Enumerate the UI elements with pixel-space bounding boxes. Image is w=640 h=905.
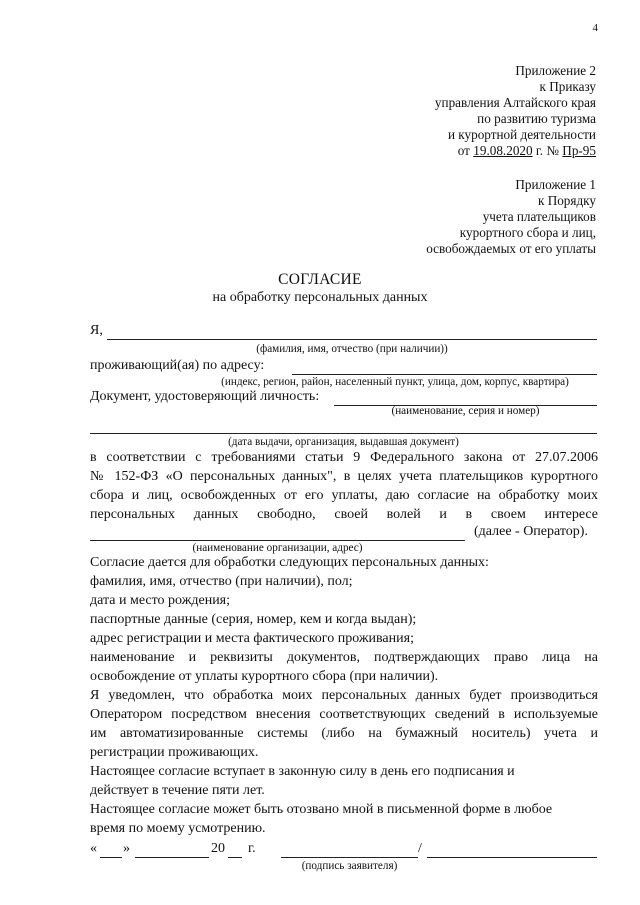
appendix-1-line: Приложение 1 bbox=[515, 177, 596, 192]
body-line: освобождение от уплаты курортного сбора (при наличии). bbox=[90, 669, 439, 684]
address-field[interactable] bbox=[292, 374, 597, 375]
appendix-2-header bbox=[435, 63, 596, 159]
list-item: дата и место рождения; bbox=[90, 593, 231, 608]
fio-field[interactable] bbox=[107, 339, 597, 340]
appendix-1-header bbox=[426, 177, 596, 257]
body-line: Настоящее согласие может быть отозвано мной в письменной форме в любое bbox=[90, 802, 553, 817]
address-label: проживающий(ая) по адресу: bbox=[90, 358, 265, 373]
issue-caption: (дата выдачи, организация, выдавшая документ) bbox=[228, 436, 459, 448]
document-subtitle: на обработку персональных данных bbox=[212, 290, 428, 305]
fio-caption: (фамилия, имя, отчество (при наличии)) bbox=[256, 343, 448, 355]
list-item: Согласие дается для обработки следующих персональных данных: bbox=[90, 555, 489, 570]
appendix-1-line: курортного сбора и лиц, bbox=[459, 225, 596, 240]
appendix-2-line: управления Алтайского края bbox=[434, 95, 596, 110]
list-item: адрес регистрации и места фактического проживания; bbox=[90, 631, 414, 646]
order-number: Пр-95 bbox=[562, 143, 596, 158]
date-prefix: от bbox=[457, 143, 474, 158]
year-prefix: 20 bbox=[211, 841, 225, 856]
body-line: время по моему усмотрению. bbox=[90, 821, 266, 836]
body-line: регистрации проживающих. bbox=[90, 745, 259, 760]
quote-open: « bbox=[90, 841, 97, 856]
appendix-2-line: по развитию туризма bbox=[477, 111, 596, 126]
body-line: № 152-ФЗ «О персональных данных", в целях учета плательщиков курортного bbox=[90, 469, 598, 484]
body-line: сбора и лиц, освобожденных от его уплаты, даю согласие на обработку моих bbox=[90, 488, 598, 503]
document-label: Документ, удостоверяющий личность: bbox=[90, 389, 320, 404]
order-date-line bbox=[435, 143, 596, 159]
i-label: Я, bbox=[90, 323, 103, 338]
address-caption: (индекс, регион, район, населенный пункт, улица, дом, корпус, квартира) bbox=[221, 376, 569, 388]
month-field[interactable] bbox=[135, 857, 209, 858]
body-line: действует в течение пяти лет. bbox=[90, 783, 265, 798]
day-field[interactable] bbox=[100, 857, 122, 858]
issue-field[interactable] bbox=[90, 433, 597, 434]
signature-name-field[interactable] bbox=[427, 857, 597, 858]
order-date: 19.08.2020 bbox=[473, 143, 533, 158]
page-number: 4 bbox=[592, 22, 598, 34]
signature-field[interactable] bbox=[281, 857, 418, 858]
date-mid: г. № bbox=[532, 143, 563, 158]
body-line: персональных данных свободно, своей волей и в своем интересе bbox=[90, 507, 598, 522]
body-line: Настоящее согласие вступает в законную силу в день его подписания и bbox=[90, 764, 515, 779]
appendix-2-line: Приложение 2 bbox=[515, 63, 596, 78]
year-field[interactable] bbox=[228, 857, 242, 858]
appendix-2-line: и курортной деятельности bbox=[447, 127, 596, 142]
appendix-2-line: к Приказу bbox=[539, 79, 596, 94]
operator-caption: (наименование организации, адрес) bbox=[192, 542, 363, 554]
signature-slash: / bbox=[418, 841, 422, 856]
appendix-1-line: освобождаемых от его уплаты bbox=[426, 241, 596, 256]
document-caption: (наименование, серия и номер) bbox=[391, 405, 540, 417]
appendix-1-line: учета плательщиков bbox=[482, 209, 596, 224]
body-line: Я уведомлен, что обработка моих персональных данных будет производиться bbox=[90, 688, 598, 703]
quote-close: » bbox=[123, 841, 130, 856]
operator-suffix: (далее - Оператор). bbox=[474, 524, 588, 539]
body-line: в соответствии с требованиями статьи 9 Федерального закона от 27.07.2006 bbox=[90, 450, 598, 465]
operator-field[interactable] bbox=[90, 540, 465, 541]
body-line: Оператором посредством внесения соответствующих сведений в используемые bbox=[90, 707, 598, 722]
appendix-1-line: к Порядку bbox=[537, 193, 596, 208]
year-suffix: г. bbox=[248, 841, 256, 856]
signature-caption: (подпись заявителя) bbox=[301, 860, 398, 872]
body-line: им автоматизированные системы (либо на бумажный носитель) учета и bbox=[90, 726, 598, 741]
list-item: фамилия, имя, отчество (при наличии), пол; bbox=[90, 574, 353, 589]
list-item: паспортные данные (серия, номер, кем и когда выдан); bbox=[90, 612, 417, 627]
body-line: наименование и реквизиты документов, подтверждающих право лица на bbox=[90, 650, 598, 665]
document-title: СОГЛАСИЕ bbox=[278, 271, 362, 288]
